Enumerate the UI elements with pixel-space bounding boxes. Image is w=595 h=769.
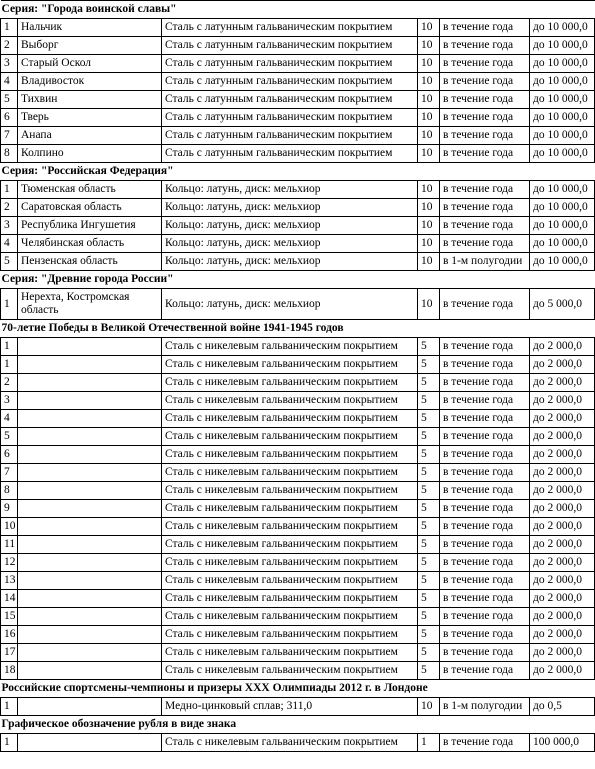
row-number-cell: 15 [1, 608, 18, 626]
material-cell: Сталь с латунным гальваническим покрытием [162, 91, 418, 109]
table-row [1, 554, 595, 572]
quantity-cell: 10 [418, 235, 440, 253]
period-cell: в 1-м полугодии [440, 253, 530, 271]
price-cell: до 2 000,0 [530, 482, 595, 500]
table-body [1, 1, 595, 752]
price-cell: до 2 000,0 [530, 518, 595, 536]
item-name-cell: Пензенская область [18, 253, 162, 271]
table-row [1, 734, 595, 752]
material-cell: Сталь с латунным гальваническим покрытием [162, 55, 418, 73]
section-header-row [1, 1, 595, 19]
row-number-cell: 6 [1, 446, 18, 464]
table-row [1, 91, 595, 109]
item-name-cell: Старый Оскол [18, 55, 162, 73]
price-cell: до 2 000,0 [530, 428, 595, 446]
table-row [1, 644, 595, 662]
period-cell: в течение года [440, 235, 530, 253]
row-number-cell: 10 [1, 518, 18, 536]
quantity-cell: 5 [418, 356, 440, 374]
row-number-cell: 16 [1, 626, 18, 644]
table-row [1, 127, 595, 145]
quantity-cell: 5 [418, 518, 440, 536]
section-title: Российские спортсмены-чемпионы и призеры XXX Олимпиады 2012 г. в Лондоне [1, 680, 595, 698]
material-cell: Кольцо: латунь, диск: мельхиор [162, 181, 418, 199]
period-cell: в течение года [440, 145, 530, 163]
period-cell: в течение года [440, 55, 530, 73]
quantity-cell: 5 [418, 572, 440, 590]
table-row [1, 55, 595, 73]
table-row [1, 37, 595, 55]
row-number-cell: 11 [1, 536, 18, 554]
material-cell: Сталь с никелевым гальваническим покрытием [162, 626, 418, 644]
period-cell: в 1-м полугодии [440, 698, 530, 716]
quantity-cell: 10 [418, 19, 440, 37]
material-cell: Сталь с латунным гальваническим покрытием [162, 19, 418, 37]
price-cell: до 10 000,0 [530, 127, 595, 145]
quantity-cell: 10 [418, 181, 440, 199]
table-row [1, 428, 595, 446]
material-cell: Кольцо: латунь, диск: мельхиор [162, 199, 418, 217]
price-cell: до 10 000,0 [530, 73, 595, 91]
row-number-cell: 5 [1, 91, 18, 109]
table-row [1, 289, 595, 320]
item-name-cell: Анапа [18, 127, 162, 145]
price-cell: до 2 000,0 [530, 554, 595, 572]
price-cell: до 2 000,0 [530, 536, 595, 554]
quantity-cell: 5 [418, 428, 440, 446]
quantity-cell: 5 [418, 410, 440, 428]
item-name-cell: Выборг [18, 37, 162, 55]
row-number-cell: 1 [1, 181, 18, 199]
material-cell: Сталь с никелевым гальваническим покрытием [162, 662, 418, 680]
quantity-cell: 5 [418, 626, 440, 644]
price-cell: до 10 000,0 [530, 37, 595, 55]
quantity-cell: 5 [418, 374, 440, 392]
period-cell: в течение года [440, 500, 530, 518]
period-cell: в течение года [440, 662, 530, 680]
table-row [1, 338, 595, 356]
row-number-cell: 18 [1, 662, 18, 680]
price-cell: до 10 000,0 [530, 55, 595, 73]
section-title: Серия: "Древние города России" [1, 271, 595, 289]
price-cell: до 0,5 [530, 698, 595, 716]
material-cell: Сталь с никелевым гальваническим покрытием [162, 554, 418, 572]
section-title: 70-летие Победы в Великой Отечественной войне 1941-1945 годов [1, 320, 595, 338]
table-row [1, 235, 595, 253]
row-number-cell: 2 [1, 37, 18, 55]
section-header-row [1, 716, 595, 734]
row-number-cell: 12 [1, 554, 18, 572]
period-cell: в течение года [440, 572, 530, 590]
row-number-cell: 5 [1, 253, 18, 271]
period-cell: в течение года [440, 289, 530, 320]
period-cell: в течение года [440, 19, 530, 37]
quantity-cell: 5 [418, 662, 440, 680]
period-cell: в течение года [440, 734, 530, 752]
material-cell: Кольцо: латунь, диск: мельхиор [162, 289, 418, 320]
row-number-cell: 3 [1, 392, 18, 410]
table-row [1, 626, 595, 644]
material-cell: Сталь с латунным гальваническим покрытием [162, 73, 418, 91]
table-row [1, 698, 595, 716]
price-cell: до 10 000,0 [530, 109, 595, 127]
quantity-cell: 5 [418, 446, 440, 464]
price-cell: до 5 000,0 [530, 289, 595, 320]
item-name-cell: Нерехта, Костромская область [18, 289, 162, 320]
quantity-cell: 5 [418, 590, 440, 608]
material-cell: Сталь с никелевым гальваническим покрытием [162, 374, 418, 392]
table-row [1, 374, 595, 392]
price-cell: до 2 000,0 [530, 446, 595, 464]
row-number-cell: 9 [1, 500, 18, 518]
row-number-cell: 1 [1, 289, 18, 320]
section-header-row [1, 680, 595, 698]
quantity-cell: 10 [418, 55, 440, 73]
table-row [1, 253, 595, 271]
price-cell: 100 000,0 [530, 734, 595, 752]
material-cell: Сталь с латунным гальваническим покрытием [162, 109, 418, 127]
row-number-cell: 1 [1, 698, 18, 716]
item-name-cell: Владивосток [18, 73, 162, 91]
table-row [1, 662, 595, 680]
quantity-cell: 10 [418, 37, 440, 55]
quantity-cell: 10 [418, 91, 440, 109]
quantity-cell: 10 [418, 109, 440, 127]
price-cell: до 10 000,0 [530, 19, 595, 37]
price-cell: до 2 000,0 [530, 410, 595, 428]
period-cell: в течение года [440, 608, 530, 626]
quantity-cell: 10 [418, 145, 440, 163]
material-cell: Сталь с никелевым гальваническим покрытием [162, 608, 418, 626]
table-row [1, 464, 595, 482]
material-cell: Сталь с никелевым гальваническим покрытием [162, 464, 418, 482]
table-row [1, 145, 595, 163]
item-name-cell [18, 338, 162, 356]
period-cell: в течение года [440, 644, 530, 662]
item-name-cell: Республика Ингушетия [18, 217, 162, 235]
material-cell: Сталь с никелевым гальваническим покрытием [162, 572, 418, 590]
item-name-cell [18, 536, 162, 554]
item-name-cell [18, 392, 162, 410]
item-name-cell: Тверь [18, 109, 162, 127]
item-name-cell [18, 374, 162, 392]
price-cell: до 2 000,0 [530, 464, 595, 482]
item-name-cell [18, 410, 162, 428]
price-cell: до 2 000,0 [530, 572, 595, 590]
item-name-cell [18, 428, 162, 446]
price-cell: до 10 000,0 [530, 217, 595, 235]
price-cell: до 10 000,0 [530, 253, 595, 271]
price-cell: до 2 000,0 [530, 590, 595, 608]
table-row [1, 356, 595, 374]
section-title: Графическое обозначение рубля в виде знака [1, 716, 595, 734]
period-cell: в течение года [440, 109, 530, 127]
price-cell: до 10 000,0 [530, 181, 595, 199]
row-number-cell: 7 [1, 464, 18, 482]
item-name-cell [18, 698, 162, 716]
period-cell: в течение года [440, 626, 530, 644]
material-cell: Сталь с никелевым гальваническим покрытием [162, 482, 418, 500]
price-cell: до 2 000,0 [530, 392, 595, 410]
item-name-cell [18, 590, 162, 608]
item-name-cell [18, 446, 162, 464]
row-number-cell: 1 [1, 734, 18, 752]
price-cell: до 2 000,0 [530, 356, 595, 374]
material-cell: Сталь с никелевым гальваническим покрытием [162, 392, 418, 410]
period-cell: в течение года [440, 518, 530, 536]
table-row [1, 500, 595, 518]
quantity-cell: 5 [418, 500, 440, 518]
quantity-cell: 5 [418, 392, 440, 410]
table-row [1, 217, 595, 235]
row-number-cell: 1 [1, 19, 18, 37]
material-cell: Сталь с латунным гальваническим покрытием [162, 145, 418, 163]
period-cell: в течение года [440, 554, 530, 572]
row-number-cell: 8 [1, 482, 18, 500]
item-name-cell: Нальчик [18, 19, 162, 37]
table-row [1, 410, 595, 428]
table-row [1, 446, 595, 464]
quantity-cell: 5 [418, 536, 440, 554]
price-cell: до 2 000,0 [530, 644, 595, 662]
item-name-cell [18, 554, 162, 572]
price-cell: до 2 000,0 [530, 500, 595, 518]
period-cell: в течение года [440, 446, 530, 464]
row-number-cell: 2 [1, 374, 18, 392]
section-header-row [1, 320, 595, 338]
item-name-cell [18, 356, 162, 374]
row-number-cell: 4 [1, 73, 18, 91]
period-cell: в течение года [440, 73, 530, 91]
period-cell: в течение года [440, 428, 530, 446]
price-cell: до 2 000,0 [530, 338, 595, 356]
period-cell: в течение года [440, 590, 530, 608]
material-cell: Сталь с никелевым гальваническим покрытием [162, 518, 418, 536]
price-cell: до 2 000,0 [530, 374, 595, 392]
price-cell: до 10 000,0 [530, 145, 595, 163]
item-name-cell [18, 644, 162, 662]
table-row [1, 73, 595, 91]
item-name-cell [18, 734, 162, 752]
quantity-cell: 5 [418, 554, 440, 572]
period-cell: в течение года [440, 410, 530, 428]
item-name-cell [18, 572, 162, 590]
material-cell: Сталь с никелевым гальваническим покрытием [162, 428, 418, 446]
item-name-cell [18, 626, 162, 644]
quantity-cell: 5 [418, 608, 440, 626]
material-cell: Кольцо: латунь, диск: мельхиор [162, 253, 418, 271]
quantity-cell: 10 [418, 73, 440, 91]
item-name-cell: Тихвин [18, 91, 162, 109]
table-row [1, 392, 595, 410]
table-row [1, 572, 595, 590]
table-row [1, 199, 595, 217]
table-row [1, 19, 595, 37]
period-cell: в течение года [440, 356, 530, 374]
table-row [1, 109, 595, 127]
material-cell: Медно-цинковый сплав; 311,0 [162, 698, 418, 716]
item-name-cell: Саратовская область [18, 199, 162, 217]
row-number-cell: 17 [1, 644, 18, 662]
material-cell: Сталь с никелевым гальваническим покрытием [162, 410, 418, 428]
material-cell: Сталь с никелевым гальваническим покрытием [162, 734, 418, 752]
row-number-cell: 3 [1, 217, 18, 235]
table-row [1, 536, 595, 554]
row-number-cell: 4 [1, 235, 18, 253]
period-cell: в течение года [440, 199, 530, 217]
row-number-cell: 2 [1, 199, 18, 217]
row-number-cell: 7 [1, 127, 18, 145]
quantity-cell: 10 [418, 199, 440, 217]
section-title: Серия: "Российская Федерация" [1, 163, 595, 181]
material-cell: Сталь с никелевым гальваническим покрытием [162, 536, 418, 554]
row-number-cell: 1 [1, 356, 18, 374]
period-cell: в течение года [440, 37, 530, 55]
quantity-cell: 5 [418, 644, 440, 662]
section-title: Серия: "Города воинской славы" [1, 1, 595, 19]
row-number-cell: 4 [1, 410, 18, 428]
item-name-cell [18, 518, 162, 536]
quantity-cell: 10 [418, 217, 440, 235]
quantity-cell: 5 [418, 482, 440, 500]
item-name-cell [18, 608, 162, 626]
period-cell: в течение года [440, 536, 530, 554]
row-number-cell: 8 [1, 145, 18, 163]
quantity-cell: 10 [418, 127, 440, 145]
period-cell: в течение года [440, 91, 530, 109]
item-name-cell: Колпино [18, 145, 162, 163]
row-number-cell: 5 [1, 428, 18, 446]
quantity-cell: 1 [418, 734, 440, 752]
quantity-cell: 10 [418, 253, 440, 271]
section-header-row [1, 163, 595, 181]
period-cell: в течение года [440, 338, 530, 356]
quantity-cell: 5 [418, 464, 440, 482]
period-cell: в течение года [440, 217, 530, 235]
table-row [1, 181, 595, 199]
table-row [1, 608, 595, 626]
table-row [1, 518, 595, 536]
period-cell: в течение года [440, 127, 530, 145]
row-number-cell: 14 [1, 590, 18, 608]
price-cell: до 2 000,0 [530, 608, 595, 626]
material-cell: Сталь с никелевым гальваническим покрытием [162, 338, 418, 356]
period-cell: в течение года [440, 482, 530, 500]
period-cell: в течение года [440, 374, 530, 392]
price-cell: до 10 000,0 [530, 199, 595, 217]
row-number-cell: 3 [1, 55, 18, 73]
row-number-cell: 1 [1, 338, 18, 356]
material-cell: Сталь с никелевым гальваническим покрытием [162, 644, 418, 662]
item-name-cell [18, 464, 162, 482]
price-cell: до 10 000,0 [530, 91, 595, 109]
item-name-cell [18, 500, 162, 518]
quantity-cell: 10 [418, 289, 440, 320]
item-name-cell: Челябинская область [18, 235, 162, 253]
row-number-cell: 6 [1, 109, 18, 127]
section-header-row [1, 271, 595, 289]
item-name-cell [18, 482, 162, 500]
item-name-cell [18, 662, 162, 680]
table-row [1, 482, 595, 500]
material-cell: Кольцо: латунь, диск: мельхиор [162, 217, 418, 235]
price-cell: до 2 000,0 [530, 662, 595, 680]
period-cell: в течение года [440, 392, 530, 410]
material-cell: Сталь с латунным гальваническим покрытием [162, 127, 418, 145]
material-cell: Сталь с никелевым гальваническим покрытием [162, 446, 418, 464]
material-cell: Сталь с никелевым гальваническим покрытием [162, 500, 418, 518]
row-number-cell: 13 [1, 572, 18, 590]
period-cell: в течение года [440, 181, 530, 199]
material-cell: Сталь с никелевым гальваническим покрытием [162, 590, 418, 608]
item-name-cell: Тюменская область [18, 181, 162, 199]
price-cell: до 10 000,0 [530, 235, 595, 253]
table-row [1, 590, 595, 608]
period-cell: в течение года [440, 464, 530, 482]
material-cell: Сталь с никелевым гальваническим покрытием [162, 356, 418, 374]
price-cell: до 2 000,0 [530, 626, 595, 644]
material-cell: Сталь с латунным гальваническим покрытием [162, 37, 418, 55]
quantity-cell: 10 [418, 698, 440, 716]
material-cell: Кольцо: латунь, диск: мельхиор [162, 235, 418, 253]
quantity-cell: 5 [418, 338, 440, 356]
